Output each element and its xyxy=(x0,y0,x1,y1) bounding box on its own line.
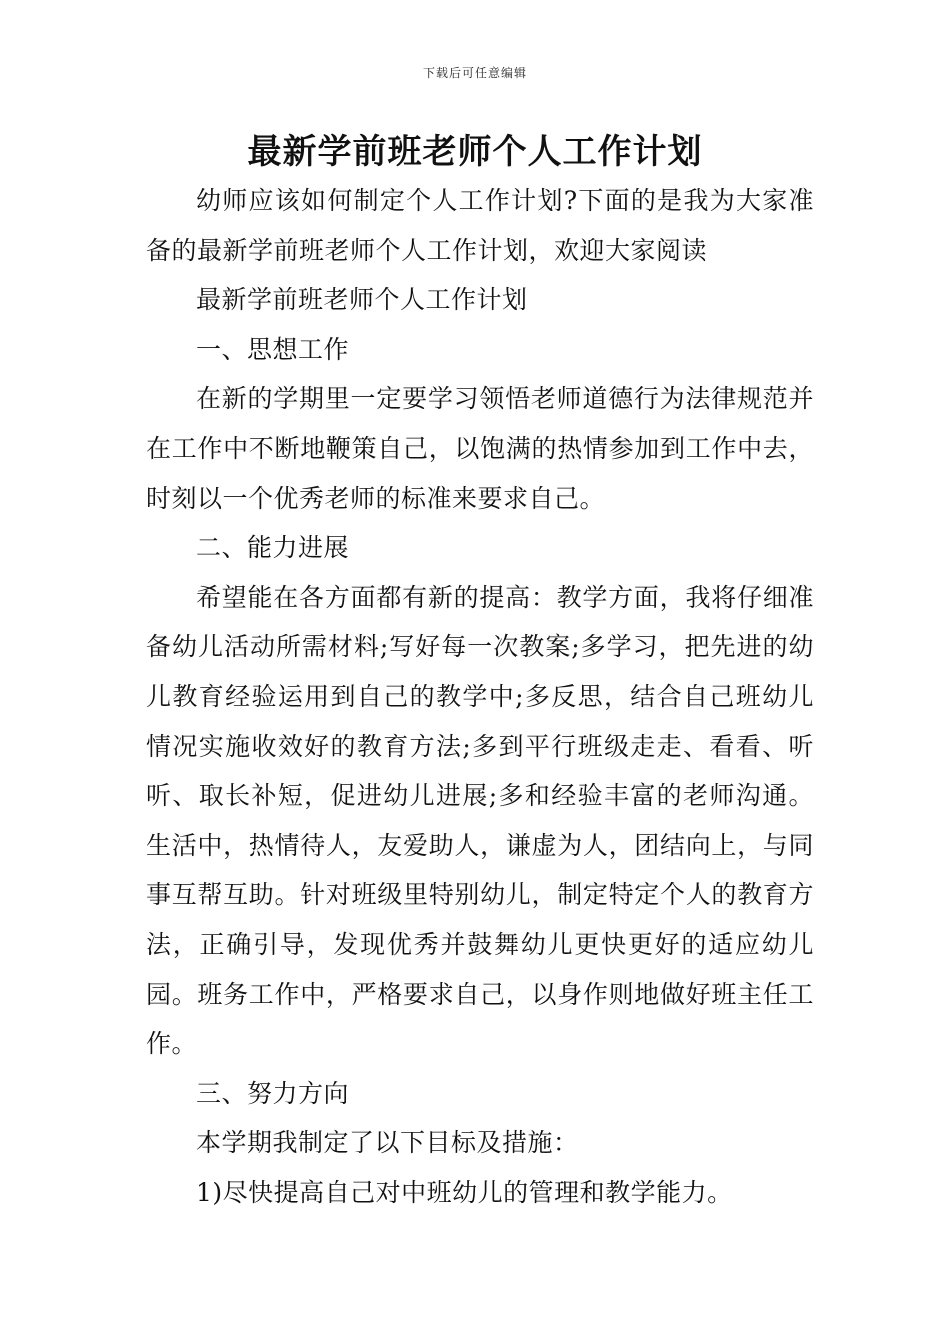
section-3-paragraph: 本学期我制定了以下目标及措施： xyxy=(196,1128,579,1158)
header-note: 下载后可任意编辑 xyxy=(422,66,527,80)
section-heading-3: 三、努力方向 xyxy=(196,1078,350,1108)
section-1-paragraph: 在新的学期里一定要学习领悟老师道德行为法律规范并在工作中不断地鞭策自己，以饱满的热情参加到工作中去，时刻以一个优秀老师的标准来要求自己。 xyxy=(146,384,814,513)
section-2-paragraph: 希望能在各方面都有新的提高：教学方面，我将仔细准备幼儿活动所需材料;写好每一次教案;多学习，把先进的幼儿教育经验运用到自己的教学中;多反思，结合自己班幼儿情况实施收效好的教育方法;多到平行班级走走、看看、听听、取长补短，促进幼儿进展;多和经验丰富的老师沟通。生活中，热情待人，友爱助人，谦虚为人，团结向上，与同事互帮互助。针对班级里特别幼儿，制定特定个人的教育方法，正确引导，发现优秀并鼓舞幼儿更快更好的适应幼儿园。班务工作中，严格要求自己，以身作则地做好班主任工作。 xyxy=(146,582,814,1059)
document-title: 最新学前班老师个人工作计划 xyxy=(247,132,703,172)
intro-paragraph: 幼师应该如何制定个人工作计划?下面的是我为大家准备的最新学前班老师个人工作计划，欢迎大家阅读 xyxy=(146,186,814,265)
subtitle-paragraph: 最新学前班老师个人工作计划 xyxy=(196,285,528,315)
section-heading-1: 一、思想工作 xyxy=(196,334,350,364)
list-item-1: 1)尽快提高自己对中班幼儿的管理和教学能力。 xyxy=(196,1177,733,1207)
document-body xyxy=(146,176,814,1217)
section-heading-2: 二、能力进展 xyxy=(196,533,350,563)
